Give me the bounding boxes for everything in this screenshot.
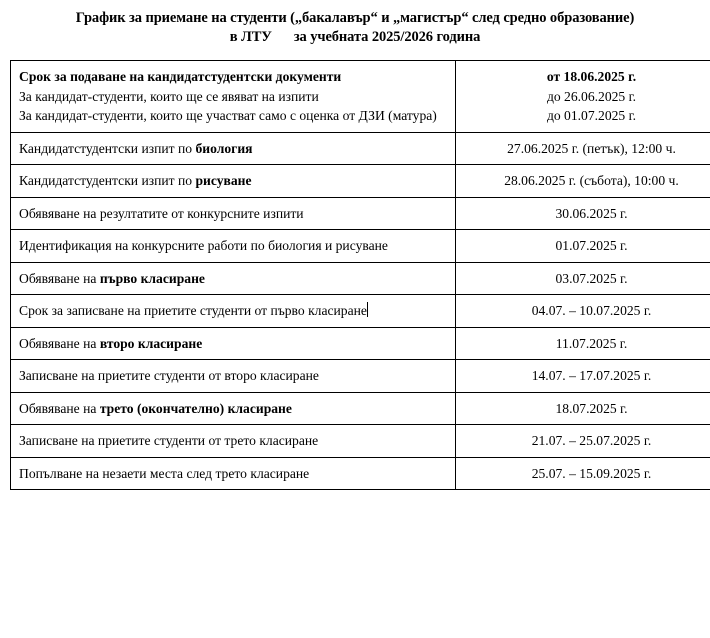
label-text: Обявяване на — [19, 400, 100, 416]
label-text: Обявяване на — [19, 270, 100, 286]
row-label-vacant-places: Попълване на незаети места след трето класиране — [11, 457, 456, 490]
label-subline-2: За кандидат-студенти, които ще участват само с оценка от ДЗИ (матура) — [19, 108, 437, 123]
row-label-drawing-exam — [11, 165, 456, 198]
row-label-work-identification: Идентификация на конкурсните работи по биология и рисуване — [11, 230, 456, 263]
table-row — [11, 197, 710, 230]
table-row — [11, 230, 710, 263]
row-value-first-ranking-announcement: 03.07.2025 г. — [456, 262, 710, 295]
text-cursor — [367, 302, 368, 317]
row-label-results-announcement: Обявяване на резултатите от конкурсните изпити — [11, 197, 456, 230]
row-value-application-deadline — [456, 61, 710, 133]
table-row — [11, 295, 710, 328]
row-label-application-deadline — [11, 61, 456, 133]
label-emphasis: биология — [195, 140, 253, 156]
row-label-second-ranking-announcement — [11, 327, 456, 360]
row-value-second-ranking-enrollment: 14.07. – 17.07.2025 г. — [456, 360, 710, 393]
table-row — [11, 262, 710, 295]
label-text: Кандидатстудентски изпит по — [19, 173, 196, 188]
schedule-table-container — [10, 60, 692, 490]
value-line-2: до 26.06.2025 г. — [546, 88, 637, 104]
page-title-institution: в ЛТУ — [229, 29, 272, 45]
table-row — [11, 132, 710, 165]
row-value-first-ranking-enrollment: 04.07. – 10.07.2025 г. — [456, 295, 710, 328]
label-text: Срок за записване на приетите студенти от първо класиране — [19, 303, 367, 318]
admission-schedule-table — [10, 60, 710, 490]
label-heading: Срок за подаване на кандидатстудентски документи — [19, 69, 342, 84]
row-label-third-ranking-enrollment: Записване на приетите студенти от трето класиране — [11, 425, 456, 458]
table-row — [11, 165, 710, 198]
table-row — [11, 392, 710, 425]
row-value-vacant-places: 25.07. – 15.09.2025 г. — [456, 457, 710, 490]
table-row — [11, 327, 710, 360]
row-label-second-ranking-enrollment: Записване на приетите студенти от второ класиране — [11, 360, 456, 393]
label-subline-1: За кандидат-студенти, които ще се явяват на изпити — [19, 88, 319, 104]
label-emphasis: първо класиране — [99, 270, 205, 286]
page-title-line-2 — [16, 28, 694, 47]
row-value-work-identification: 01.07.2025 г. — [456, 230, 710, 263]
table-row — [11, 457, 710, 490]
value-line-3: до 01.07.2025 г. — [546, 108, 637, 123]
label-text: Кандидатстудентски изпит по — [19, 140, 196, 156]
row-value-second-ranking-announcement: 11.07.2025 г. — [456, 327, 710, 360]
label-emphasis: второ класиране — [99, 335, 203, 351]
value-line-1: от 18.06.2025 г. — [546, 69, 637, 84]
row-label-third-ranking-announcement — [11, 392, 456, 425]
row-value-third-ranking-announcement: 18.07.2025 г. — [456, 392, 710, 425]
row-value-biology-exam: 27.06.2025 г. (петък), 12:00 ч. — [456, 132, 710, 165]
row-value-drawing-exam: 28.06.2025 г. (събота), 10:00 ч. — [456, 165, 710, 198]
row-label-first-ranking-enrollment[interactable] — [11, 295, 456, 328]
row-value-results-announcement: 30.06.2025 г. — [456, 197, 710, 230]
label-text: Обявяване на — [19, 335, 100, 351]
page-title-line-1: График за приемане на студенти („бакалавър“ и „магистър“ след средно образование) — [75, 10, 635, 26]
page-title — [0, 0, 710, 47]
table-row — [11, 61, 710, 133]
table-row — [11, 360, 710, 393]
row-label-first-ranking-announcement — [11, 262, 456, 295]
page-title-academic-year: за учебната 2025/2026 година — [293, 29, 481, 45]
label-emphasis: трето (окончателно) класиране — [99, 400, 292, 416]
row-label-biology-exam — [11, 132, 456, 165]
row-value-third-ranking-enrollment: 21.07. – 25.07.2025 г. — [456, 425, 710, 458]
label-emphasis: рисуване — [195, 173, 252, 188]
table-row — [11, 425, 710, 458]
